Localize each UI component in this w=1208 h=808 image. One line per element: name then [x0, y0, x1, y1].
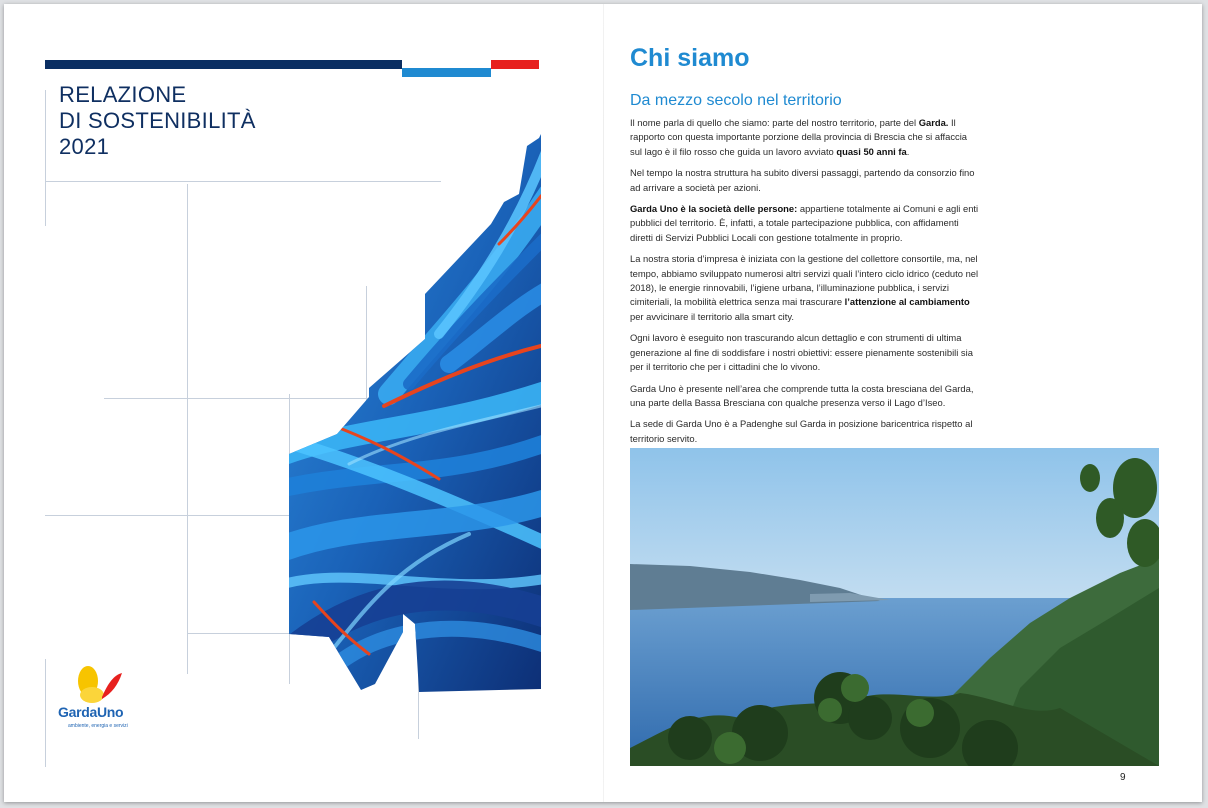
blue-bar — [402, 68, 491, 77]
page-heading: Chi siamo — [630, 44, 750, 72]
logo-tagline: ambiente, energia e servizi — [68, 723, 128, 729]
text-run: Nel tempo la nostra struttura ha subito diversi passaggi, partendo da consorzio fino ad arrivare a società per azioni. — [630, 167, 975, 193]
logo-mark-icon — [58, 661, 148, 707]
bold-text: quasi 50 anni fa — [836, 145, 907, 157]
logo-name: GardaUno — [58, 704, 124, 720]
red-bar — [491, 60, 539, 69]
lake-garda-artwork — [289, 134, 541, 694]
text-run: per avvicinare il territorio alla smart city. — [630, 310, 794, 322]
page-spine — [603, 4, 604, 802]
body-paragraph — [630, 116, 980, 159]
body-paragraph — [630, 382, 980, 411]
text-run: Ogni lavoro è eseguito non trascurando alcun dettaglio e con strumenti di ultima generazione al fine di soddisfare i nostri obiettivi: essere pienamente sostenibili sia per il territorio che per i cittadini che lo vivono. — [630, 332, 973, 373]
grid-line — [187, 633, 290, 634]
grid-line — [187, 184, 188, 674]
navy-bar — [45, 60, 402, 69]
gardauno-logo — [58, 661, 148, 743]
grid-line — [45, 515, 290, 516]
body-paragraph — [630, 252, 980, 324]
report-title — [59, 82, 256, 160]
body-paragraph — [630, 202, 980, 245]
page-number: 9 — [1120, 772, 1126, 783]
text-run: . — [906, 145, 910, 157]
text-run: La nostra storia d’impresa è iniziata con la gestione del collettore consortile, ma, nel tempo, abbiamo sviluppato numerosi altri servizi quali l’intero ciclo idrico (ceduto nel 2018), le energie rinnovabili, l’igiene urbana, l’illuminazione pubblica, i servizi cimiteriali, la mobilità elettrica senza mai trascurare — [630, 253, 979, 308]
document-spread — [4, 4, 1202, 802]
body-text — [630, 116, 980, 453]
body-paragraph — [630, 166, 980, 195]
bold-text: Garda Uno è la società delle persone: — [630, 203, 798, 215]
text-run: Il nome parla di quello che siamo: parte del nostro territorio, parte del — [630, 117, 919, 128]
report-title-line-2: DI SOSTENIBILITÀ — [59, 108, 256, 133]
bold-text: Garda. — [918, 117, 949, 128]
text-run: Garda Uno è presente nell’area che comprende tutta la costa bresciana del Garda, una parte della Bassa Bresciana con qualche presenza verso il Lago d’Iseo. — [630, 382, 974, 408]
body-paragraph — [630, 331, 980, 374]
report-title-line-3: 2021 — [59, 134, 110, 159]
grid-line — [45, 659, 46, 767]
lake-landscape-photo — [630, 448, 1159, 766]
section-subheading: Da mezzo secolo nel territorio — [630, 92, 842, 109]
text-run: La sede di Garda Uno è a Padenghe sul Garda in posizione baricentrica rispetto al territorio servito. — [630, 418, 973, 444]
report-title-line-1: RELAZIONE — [59, 82, 187, 107]
text-run: appartiene totalmente ai Comuni e agli enti pubblici del territorio. È, infatti, a totale partecipazione pubblica, con affidamenti diretti di Servizi Pubblici Locali con gestione totalmente in proprio. — [630, 203, 979, 243]
bold-text: l’attenzione al cambiamento — [844, 296, 970, 308]
body-paragraph — [630, 417, 980, 446]
grid-line — [45, 90, 46, 226]
text-run: Il rapporto con questa importante porzione della provincia di Brescia che si affaccia sul lago è il filo rosso che guida un lavoro avviato — [630, 117, 967, 157]
